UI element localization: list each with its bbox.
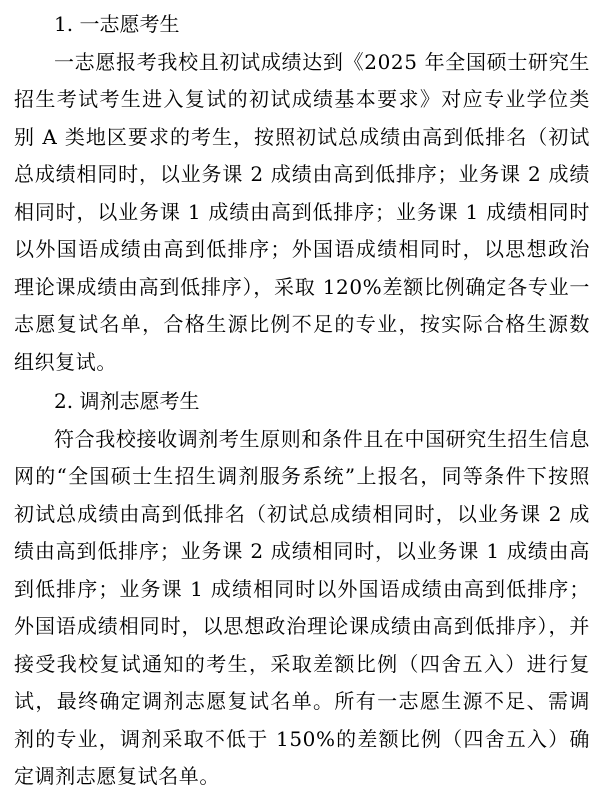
section-2-body: 符合我校接收调剂考生原则和条件且在中国研究生招生信息网的“全国硕士生招生调剂服务系统”上报名，同等条件下按照初试总成绩由高到低排名（初试总成绩相同时，以业务课 2 成绩由高到低排序；业务课 2 成绩相同时，以业务课 1 成绩由高到低排序；业务课 1 成绩相同时以外国语成绩由高到低排序；外国语成绩相同时，以思想政治理论课成绩由高到低排序），并接受我校复试通知的考生，采取差额比例（四舍五入）进行复试，最终确定调剂志愿复试名单。所有一志愿生源不足、需调剂的专业，调剂采取不低于 150%的差额比例（四舍五入）确定调剂志愿复试名单。 (14, 426, 590, 788)
section-1-body: 一志愿报考我校且初试成绩达到《2025 年全国硕士研究生招生考试考生进入复试的初试成绩基本要求》对应专业学位类别 A 类地区要求的考生，按照初试总成绩由高到低排名（初试总成绩相同时，以业务课 2 成绩由高到低排序；业务课 2 成绩相同时，以业务课 1 成绩由高到低排序；业务课 1 成绩相同时以外国语成绩由高到低排序；外国语成绩相同时，以思想政治理论课成绩由高到低排序），采取 120%差额比例确定各专业一志愿复试名单，合格生源比例不足的专业，按实际合格生源数组织复试。 (14, 49, 590, 374)
section-1-heading: 1. 一志愿考生 (54, 12, 180, 36)
section-2-heading: 2. 调剂志愿考生 (54, 389, 200, 413)
